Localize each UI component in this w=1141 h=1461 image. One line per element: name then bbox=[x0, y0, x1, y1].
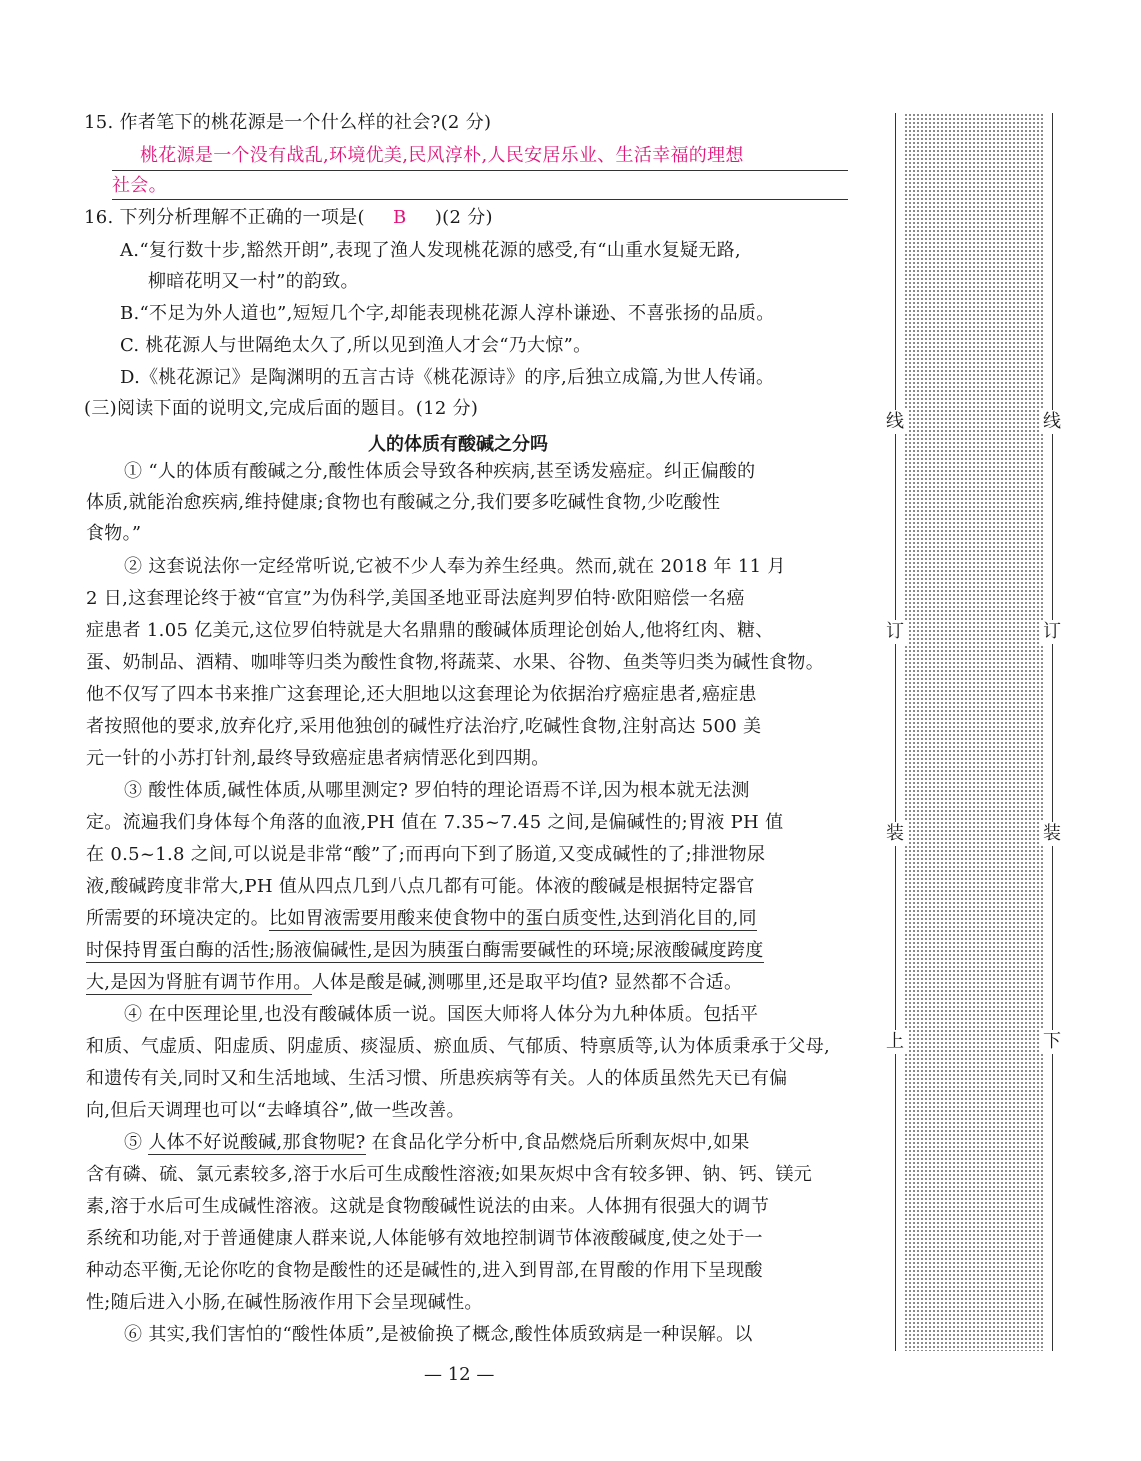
p5-rest: 在食品化学分析中,食品燃烧后所剩灰烬中,如果 bbox=[365, 1132, 750, 1153]
q16-option-b: B.“不足为外人道也”,短短几个字,却能表现桃花源人淳朴谦逊、不喜张扬的品质。 bbox=[120, 303, 775, 324]
q16-option-c: C. 桃花源人与世隔绝太久了,所以见到渔人才会“乃大惊”。 bbox=[120, 335, 592, 356]
p2-line: 者按照他的要求,放弃化疗,采用他独创的碱性疗法治疗,吃碱性食物,注射高达 500 美 bbox=[86, 716, 762, 737]
p3-line bbox=[86, 905, 757, 933]
q16-question-suffix: )(2 分) bbox=[434, 207, 493, 228]
p3-line7-plain: 人体是酸是碱,测哪里,还是取平均值? 显然都不合适。 bbox=[311, 972, 743, 993]
p3-underlined-text: 时保持胃蛋白酶的活性;肠液偏碱性,是因为胰蛋白酶需要碱性的环境;尿液酸碱度跨度 bbox=[86, 940, 764, 961]
binding-label: 订 bbox=[883, 620, 907, 644]
p2-line: 症患者 1.05 亿美元,这位罗伯特就是大名鼎鼎的酸碱体质理论创始人,他将红肉、糖、 bbox=[86, 620, 774, 641]
p4-line: 和遗传有关,同时又和生活地域、生活习惯、所患疾病等有关。人的体质虽然先天已有偏 bbox=[86, 1068, 788, 1089]
binding-label: 线 bbox=[1040, 410, 1064, 434]
p3-underlined-text: 大,是因为肾脏有调节作用。 bbox=[86, 972, 312, 993]
q16-answer: B bbox=[393, 207, 407, 228]
p3-line5-plain: 所需要的环境决定的。 bbox=[86, 908, 269, 929]
q15-answer-line1: 桃花源是一个没有战乱,环境优美,民风淳朴,人民安居乐业、生活幸福的理想 bbox=[140, 145, 744, 166]
q15-question: 15. 作者笔下的桃花源是一个什么样的社会?(2 分) bbox=[84, 112, 492, 133]
binding-label: 装 bbox=[1040, 822, 1064, 846]
binding-label: 装 bbox=[883, 822, 907, 846]
p5-line: 性;随后进入小肠,在碱性肠液作用下会呈现碱性。 bbox=[86, 1292, 483, 1313]
p2-line: 他不仅写了四本书来推广这套理论,还大胆地以这套理论为依据治疗癌症患者,癌症患 bbox=[86, 684, 757, 705]
p5-underlined-text: 人体不好说酸碱,那食物呢? bbox=[148, 1132, 366, 1153]
p1-line: 食物。” bbox=[86, 523, 142, 544]
answer-rule bbox=[112, 170, 848, 171]
binding-line-right bbox=[1052, 113, 1053, 1351]
p3-line bbox=[86, 937, 764, 965]
p2-line: ② 这套说法你一定经常听说,它被不少人奉为养生经典。然而,就在 2018 年 11 月 bbox=[124, 556, 786, 577]
p4-line: ④ 在中医理论里,也没有酸碱体质一说。国医大师将人体分为九种体质。包括平 bbox=[124, 1004, 759, 1025]
binding-line-left bbox=[895, 113, 896, 1351]
p3-line: 在 0.5~1.8 之间,可以说是非常“酸”了;而再向下到了肠道,又变成碱性的了;排泄物尿 bbox=[86, 844, 766, 865]
p2-line: 元一针的小苏打针剂,最终导致癌症患者病情恶化到四期。 bbox=[86, 748, 550, 769]
p5-line: 系统和功能,对于普通健康人群来说,人体能够有效地控制调节体液酸碱度,使之处于一 bbox=[86, 1228, 763, 1249]
p2-line: 蛋、奶制品、酒精、咖啡等归类为酸性食物,将蔬菜、水果、谷物、鱼类等归类为碱性食物。 bbox=[86, 652, 825, 673]
p5-number: ⑤ bbox=[124, 1132, 149, 1153]
p6-line: ⑥ 其实,我们害怕的“酸性体质”,是被偷换了概念,酸性体质致病是一种误解。以 bbox=[124, 1324, 753, 1345]
p5-line: 素,溶于水后可生成碱性溶液。这就是食物酸碱性说法的由来。人体拥有很强大的调节 bbox=[86, 1196, 770, 1217]
q15-answer-line2: 社会。 bbox=[112, 175, 167, 196]
p3-underlined-text: 比如胃液需要用酸来使食物中的蛋白质变性,达到消化目的,同 bbox=[269, 908, 757, 929]
binding-label: 订 bbox=[1040, 620, 1064, 644]
p3-line: 液,酸碱跨度非常大,PH 值从四点几到八点几都有可能。体液的酸碱是根据特定器官 bbox=[86, 876, 755, 897]
p3-line bbox=[86, 969, 742, 997]
p4-line: 向,但后天调理也可以“去峰填谷”,做一些改善。 bbox=[86, 1100, 465, 1121]
q16-question-prefix: 16. 下列分析理解不正确的一项是( bbox=[84, 207, 365, 228]
q16-question bbox=[84, 204, 493, 232]
p2-line: 2 日,这套理论终于被“官宣”为伪科学,美国圣地亚哥法庭判罗伯特·欧阳赔偿一名癌 bbox=[86, 588, 745, 609]
section3-heading: (三)阅读下面的说明文,完成后面的题目。(12 分) bbox=[84, 398, 479, 419]
p3-line: ③ 酸性体质,碱性体质,从哪里测定? 罗伯特的理论语焉不详,因为根本就无法测 bbox=[124, 780, 750, 801]
p1-line: 体质,就能治愈疾病,维持健康;食物也有酸碱之分,我们要多吃碱性食物,少吃酸性 bbox=[86, 492, 721, 513]
p5-line: 含有磷、硫、氯元素较多,溶于水后可生成酸性溶液;如果灰烬中含有较多钾、钠、钙、镁元 bbox=[86, 1164, 813, 1185]
p3-line: 定。流遍我们身体每个角落的血液,PH 值在 7.35~7.45 之间,是偏碱性的;胃液 PH 值 bbox=[86, 812, 784, 833]
p4-line: 和质、气虚质、阳虚质、阴虚质、痰湿质、瘀血质、气郁质、特禀质等,认为体质秉承于父母, bbox=[86, 1036, 831, 1057]
binding-hatch bbox=[904, 113, 1043, 1351]
binding-label: 下 bbox=[1040, 1030, 1064, 1054]
binding-label: 线 bbox=[883, 410, 907, 434]
q16-option-a-line1: A.“复行数十步,豁然开朗”,表现了渔人发现桃花源的感受,有“山重水复疑无路, bbox=[120, 240, 741, 261]
answer-rule bbox=[112, 199, 848, 200]
binding-label: 上 bbox=[883, 1030, 907, 1054]
p5-line: 种动态平衡,无论你吃的食物是酸性的还是碱性的,进入到胃部,在胃酸的作用下呈现酸 bbox=[86, 1260, 763, 1281]
p1-line: ① “人的体质有酸碱之分,酸性体质会导致各种疾病,甚至诱发癌症。纠正偏酸的 bbox=[124, 461, 756, 482]
article-title: 人的体质有酸碱之分吗 bbox=[368, 434, 548, 455]
q16-option-d: D.《桃花源记》是陶渊明的五言古诗《桃花源诗》的序,后独立成篇,为世人传诵。 bbox=[120, 367, 775, 388]
page-number: — 12 — bbox=[424, 1364, 495, 1385]
p5-line bbox=[124, 1129, 750, 1157]
q16-option-a-line2: 柳暗花明又一村”的韵致。 bbox=[148, 271, 359, 292]
